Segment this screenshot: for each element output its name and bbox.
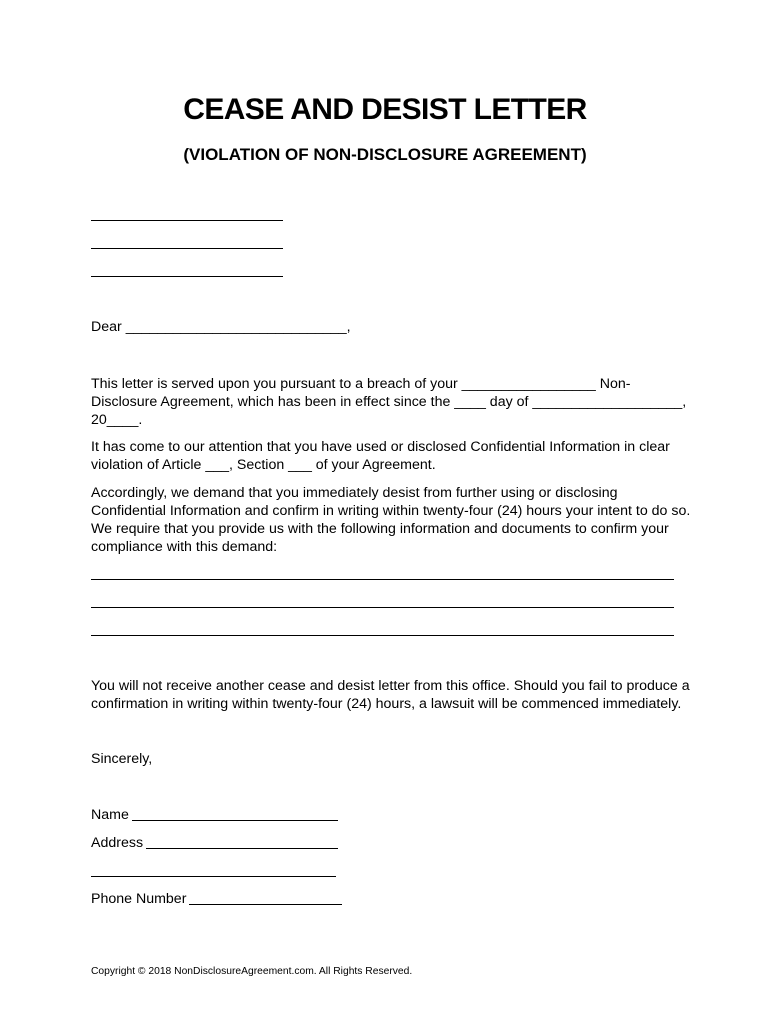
name-label: Name	[91, 807, 129, 823]
address-field[interactable]	[146, 848, 338, 849]
paragraph-line: Disclosure Agreement, which has been in effect since the ____ day of ___________________,	[91, 394, 687, 410]
phone-label: Phone Number	[91, 891, 187, 907]
address-field-2[interactable]	[91, 876, 336, 877]
closing: Sincerely,	[91, 751, 153, 767]
info-line-3[interactable]	[91, 635, 674, 636]
recipient-line-1[interactable]	[91, 220, 283, 221]
paragraph-demand	[91, 484, 691, 556]
recipient-line-3[interactable]	[91, 276, 283, 277]
paragraph-line: confirmation in writing within twenty-four (24) hours, a lawsuit will be commenced immediately.	[91, 696, 682, 712]
paragraph-line: compliance with this demand:	[91, 539, 278, 555]
paragraph-line: You will not receive another cease and desist letter from this office. Should you fail to produce a	[91, 678, 690, 694]
paragraph-line: We require that you provide us with the following information and documents to confirm your	[91, 521, 669, 537]
info-line-1[interactable]	[91, 579, 674, 580]
paragraph-breach	[91, 375, 687, 429]
paragraph-line: Accordingly, we demand that you immediately desist from further using or disclosing	[91, 485, 618, 501]
info-line-2[interactable]	[91, 607, 674, 608]
paragraph-line: It has come to our attention that you have used or disclosed Confidential Information in clear	[91, 439, 670, 455]
recipient-line-2[interactable]	[91, 248, 283, 249]
paragraph-line: violation of Article ___, Section ___ of your Agreement.	[91, 457, 436, 473]
paragraph-violation	[91, 438, 681, 474]
salutation: Dear ____________________________,	[91, 319, 351, 335]
name-field[interactable]	[132, 820, 338, 821]
copyright-footer: Copyright © 2018 NonDisclosureAgreement.com. All Rights Reserved.	[91, 966, 413, 977]
letter-subtitle: (VIOLATION OF NON-DISCLOSURE AGREEMENT)	[183, 145, 587, 164]
paragraph-warning	[91, 677, 690, 713]
paragraph-line: Confidential Information and confirm in writing within twenty-four (24) hours your intent to do so.	[91, 503, 691, 519]
paragraph-line: This letter is served upon you pursuant to a breach of your _________________ Non-	[91, 376, 631, 392]
paragraph-line: 20____.	[91, 412, 143, 428]
letter-title: CEASE AND DESIST LETTER	[183, 93, 587, 126]
phone-field[interactable]	[189, 904, 342, 905]
address-label: Address	[91, 835, 144, 851]
